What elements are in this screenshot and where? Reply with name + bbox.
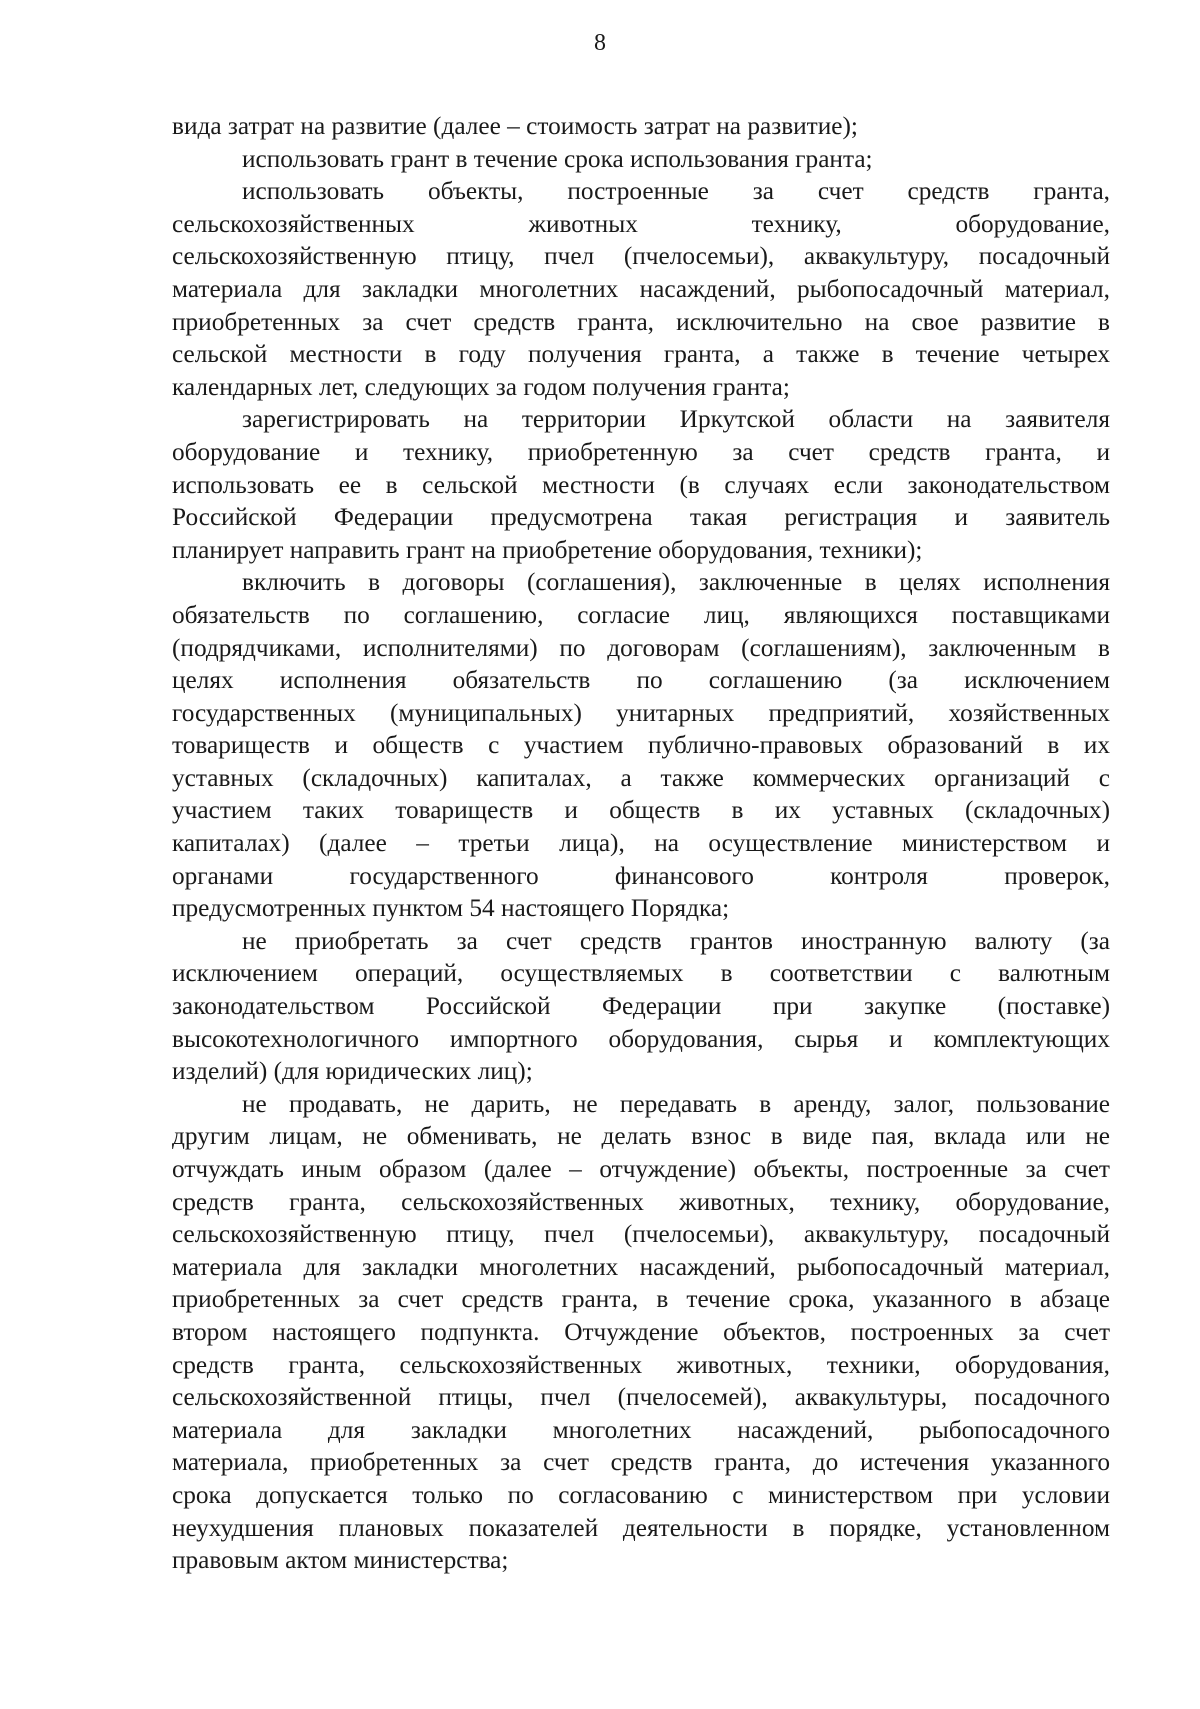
text-line: отчуждать иным образом (далее – отчуждение) объекты, построенные за счет <box>172 1155 1110 1183</box>
text-line: законодательством Российской Федерации при закупке (поставке) <box>172 992 1110 1021</box>
text-line: целях исполнения обязательств по соглашению (за исключением <box>172 666 1110 695</box>
paragraph <box>172 925 1110 1088</box>
text-line: государственных (муниципальных) унитарных предприятий, хозяйственных <box>172 698 1110 727</box>
paragraph <box>172 566 1110 925</box>
text-line: сельскохозяйственную птицу, пчел (пчелосемьи), аквакультуру, посадочный <box>172 242 1110 271</box>
text-line: материала для закладки многолетних насаждений, рыбопосадочного <box>172 1415 1110 1444</box>
text-line: уставных (складочных) капиталах, а также коммерческих организаций с <box>172 763 1110 792</box>
text-line: другим лицам, не обменивать, не делать взнос в виде пая, вклада или не <box>172 1122 1110 1151</box>
text-line: сельской местности в году получения гранта, а также в течение четырех <box>172 340 1110 369</box>
text-line: сельскохозяйственной птицы, пчел (пчелосемей), аквакультуры, посадочного <box>172 1383 1110 1412</box>
text-line: органами государственного финансового контроля проверок, <box>172 861 1110 890</box>
paragraph <box>172 175 1110 403</box>
text-line: использовать объекты, построенные за счет средств гранта, <box>242 177 1110 206</box>
text-line: неухудшения плановых показателей деятельности в порядке, установленном <box>172 1513 1110 1542</box>
text-line: приобретенных за счет средств гранта, исключительно на свое развитие в <box>172 307 1110 336</box>
text-line: включить в договоры (соглашения), заключенные в целях исполнения <box>242 568 1110 597</box>
paragraph <box>172 143 1110 176</box>
text-line: участием таких товариществ и обществ в их уставных (складочных) <box>172 796 1110 825</box>
paragraph <box>172 110 1110 143</box>
text-line: средств гранта, сельскохозяйственных животных, технику, оборудование, <box>172 1187 1110 1216</box>
text-line: Российской Федерации предусмотрена такая регистрация и заявитель <box>172 503 1110 532</box>
text-line: изделий) (для юридических лиц); <box>172 1057 533 1086</box>
text-line: использовать ее в сельской местности (в случаях если законодательством <box>172 470 1110 499</box>
text-line: капиталах) (далее – третьи лица), на осуществление министерством и <box>172 829 1110 858</box>
text-line: обязательств по соглашению, согласие лиц, являющихся поставщиками <box>172 600 1110 629</box>
text-line: планирует направить грант на приобретение оборудования, техники); <box>172 535 923 564</box>
text-line: материала для закладки многолетних насаждений, рыбопосадочный материал, <box>172 274 1110 303</box>
text-line: использовать грант в течение срока использования гранта; <box>242 144 873 173</box>
text-line: не продавать, не дарить, не передавать в аренду, залог, пользование <box>242 1089 1110 1118</box>
text-line: втором настоящего подпункта. Отчуждение объектов, построенных за счет <box>172 1317 1110 1346</box>
paragraph <box>172 1088 1110 1577</box>
text-line: (подрядчиками, исполнителями) по договорам (соглашениям), заключенным в <box>172 633 1110 662</box>
text-line: вида затрат на развитие (далее – стоимость затрат на развитие); <box>172 112 858 140</box>
document-body <box>172 110 1110 1577</box>
text-line: не приобретать за счет средств грантов иностранную валюту (за <box>242 926 1110 955</box>
text-line: исключением операций, осуществляемых в соответствии с валютным <box>172 959 1110 988</box>
text-line: зарегистрировать на территории Иркутской области на заявителя <box>242 405 1110 434</box>
paragraph <box>172 403 1110 566</box>
text-line: высокотехнологичного импортного оборудования, сырья и комплектующих <box>172 1024 1110 1053</box>
text-line: календарных лет, следующих за годом получения гранта; <box>172 372 790 401</box>
text-line: сельскохозяйственных животных технику, оборудование, <box>172 209 1110 238</box>
text-line: срока допускается только по согласованию с министерством при условии <box>172 1480 1110 1509</box>
text-line: предусмотренных пунктом 54 настоящего Порядка; <box>172 894 730 923</box>
text-line: правовым актом министерства; <box>172 1546 509 1575</box>
text-line: оборудование и технику, приобретенную за счет средств гранта, и <box>172 437 1110 466</box>
page-number: 8 <box>594 30 606 56</box>
text-line: товариществ и обществ с участием публично-правовых образований в их <box>172 731 1110 760</box>
text-line: средств гранта, сельскохозяйственных животных, техники, оборудования, <box>172 1350 1110 1379</box>
text-line: материала, приобретенных за счет средств гранта, до истечения указанного <box>172 1448 1110 1477</box>
text-line: материала для закладки многолетних насаждений, рыбопосадочный материал, <box>172 1252 1110 1281</box>
text-line: сельскохозяйственную птицу, пчел (пчелосемьи), аквакультуру, посадочный <box>172 1220 1110 1249</box>
text-line: приобретенных за счет средств гранта, в течение срока, указанного в абзаце <box>172 1285 1110 1314</box>
